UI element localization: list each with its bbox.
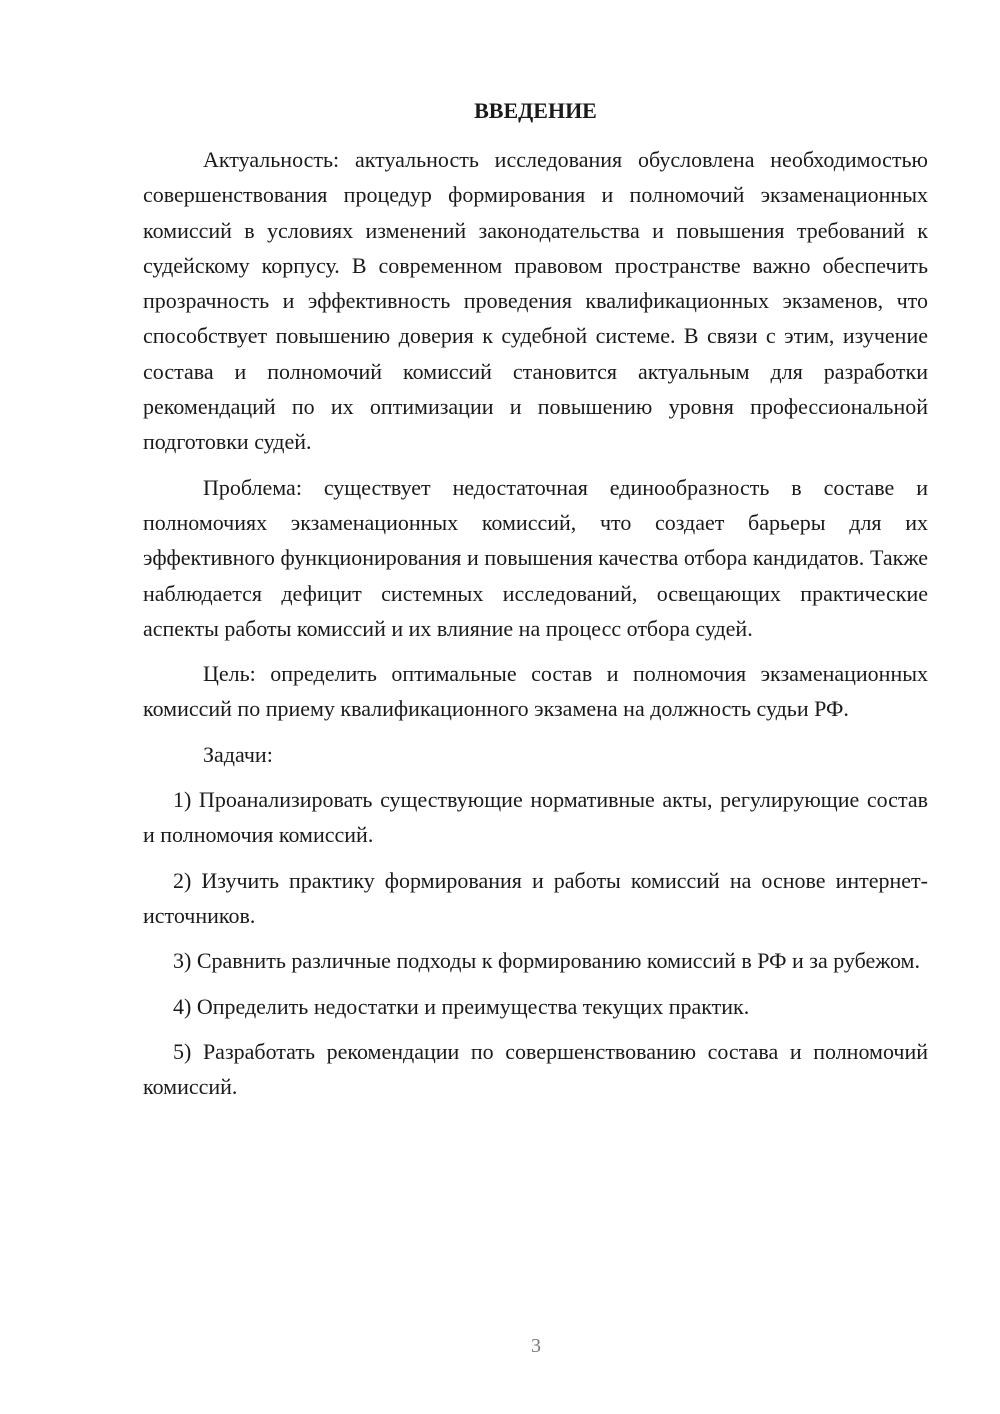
task-item-3: 3) Сравнить различные подходы к формированию комиссий в РФ и за рубежом. bbox=[173, 948, 920, 974]
page-number: 3 bbox=[531, 1335, 541, 1357]
task-item-1: 1) Проанализировать существующие нормативные акты, регулирующие состав и полномочия комиссий. bbox=[143, 787, 928, 848]
task-item-5: 5) Разработать рекомендации по совершенствованию состава и полномочий комиссий. bbox=[143, 1038, 928, 1100]
document-body bbox=[143, 142, 928, 1104]
problem-paragraph: Проблема: существует недостаточная единообразность в составе и полномочиях экзаменационных комиссий, что создает барьеры для их эффективного функционирования и повышения качества отбора кандидатов. Также наблюдается дефицит системных исследований, освещающих практические аспекты работы комиссий и их влияние на процесс отбора судей. bbox=[143, 474, 928, 641]
task-item-4: 4) Определить недостатки и преимущества текущих практик. bbox=[173, 993, 750, 1019]
goal-paragraph: Цель: определить оптимальные состав и полномочия экзаменационных комиссий по приему квалификационного экзамена на должность судьи РФ. bbox=[143, 661, 928, 722]
relevance-paragraph: Актуальность: актуальность исследования обусловлена необходимостью совершенствования процедур формирования и полномочий экзаменационных комиссий в условиях изменений законодательства и повышения требований к судейскому корпусу. В современном правовом пространстве важно обеспечить прозрачность и эффективность проведения квалификационных экзаменов, что способствует повышению доверия к судебной системе. В связи с этим, изучение состава и полномочий комиссий становится актуальным для разработки рекомендаций по их оптимизации и повышению уровня профессиональной подготовки судей. bbox=[143, 147, 928, 455]
task-item-2: 2) Изучить практику формирования и работы комиссий на основе интернет-источников. bbox=[143, 867, 928, 928]
tasks-heading: Задачи: bbox=[203, 741, 273, 767]
section-title: ВВЕДЕНИЕ bbox=[474, 98, 597, 123]
